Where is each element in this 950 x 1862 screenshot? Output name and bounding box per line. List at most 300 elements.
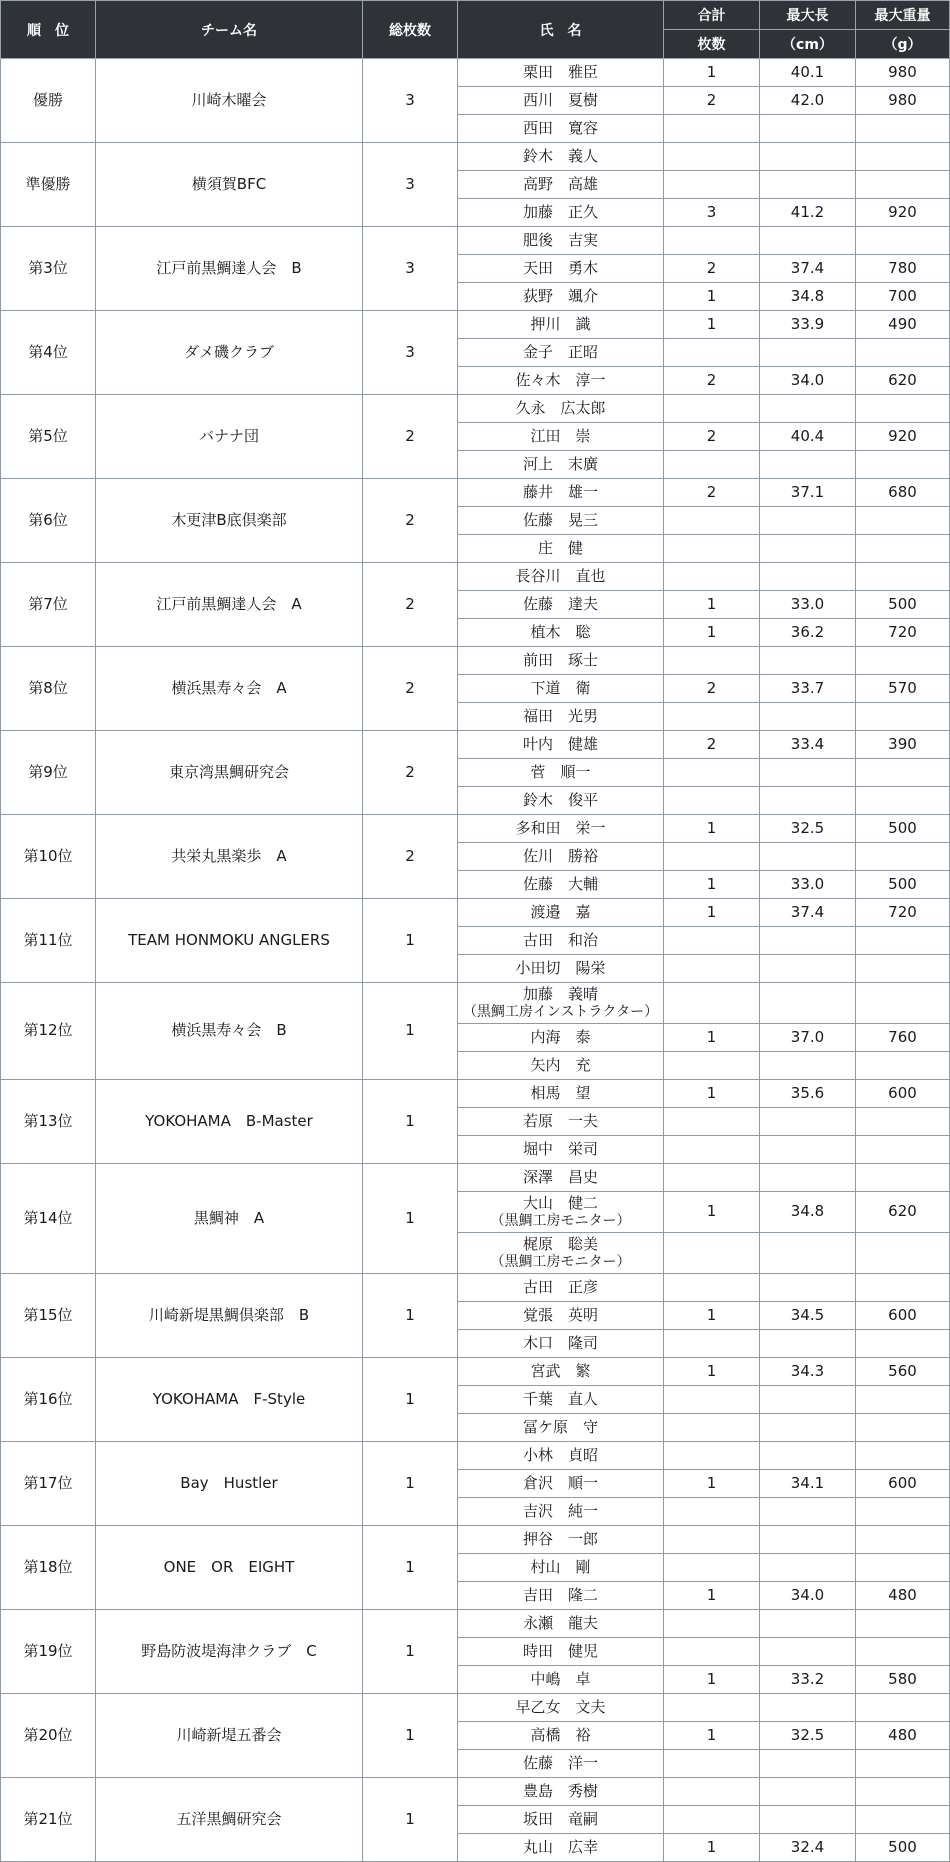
- table-row: [1, 1610, 950, 1638]
- rank-cell: 第16位: [1, 1358, 96, 1442]
- total-count-cell: 1: [363, 1358, 458, 1442]
- max-length-cell: 36.2: [760, 619, 856, 647]
- max-length-cell: 34.0: [760, 367, 856, 395]
- max-length-cell: 41.2: [760, 199, 856, 227]
- total-count-cell: 1: [363, 899, 458, 983]
- max-weight-cell: 480: [856, 1582, 950, 1610]
- angler-name-cell: [458, 1442, 664, 1470]
- fish-count-cell: [664, 1386, 760, 1414]
- fish-count-cell: [664, 759, 760, 787]
- team-name-cell: 木更津B底倶楽部: [96, 479, 363, 563]
- max-weight-cell: 980: [856, 59, 950, 87]
- fish-count-cell: 1: [664, 1024, 760, 1052]
- total-count-cell: 1: [363, 1080, 458, 1164]
- max-length-cell: 33.9: [760, 311, 856, 339]
- table-row: [1, 479, 950, 507]
- angler-affiliation: （黒鯛工房モニター）: [490, 1212, 631, 1229]
- angler-name: 倉沢 順一: [522, 1473, 598, 1492]
- team-name-cell: YOKOHAMA B-Master: [96, 1080, 363, 1164]
- angler-name: 早乙女 文夫: [515, 1697, 606, 1716]
- fish-count-cell: [664, 1806, 760, 1834]
- angler-name: 坂田 竜嗣: [522, 1809, 598, 1828]
- fish-count-cell: [664, 703, 760, 731]
- angler-name: 長谷川 直也: [515, 566, 606, 585]
- angler-name: 内海 泰: [530, 1027, 591, 1046]
- angler-name-cell: [458, 367, 664, 395]
- max-weight-cell: [856, 955, 950, 983]
- fish-count-cell: [664, 339, 760, 367]
- rank-cell: 第10位: [1, 815, 96, 899]
- team-name-cell: 黒鯛神 A: [96, 1164, 363, 1274]
- max-length-cell: 34.0: [760, 1582, 856, 1610]
- fish-count-cell: [664, 227, 760, 255]
- table-row: [1, 1778, 950, 1806]
- angler-name: 佐藤 大輔: [522, 874, 598, 893]
- table-row: [1, 563, 950, 591]
- fish-count-cell: [664, 647, 760, 675]
- team-name-cell: 東京湾黒鯛研究会: [96, 731, 363, 815]
- header-length-top: 最大長: [760, 1, 856, 30]
- max-weight-cell: [856, 1526, 950, 1554]
- max-length-cell: [760, 171, 856, 199]
- fish-count-cell: [664, 1778, 760, 1806]
- max-length-cell: 35.6: [760, 1080, 856, 1108]
- fish-count-cell: [664, 983, 760, 1024]
- max-length-cell: [760, 787, 856, 815]
- fish-count-cell: [664, 1136, 760, 1164]
- max-weight-cell: [856, 535, 950, 563]
- max-length-cell: [760, 1694, 856, 1722]
- max-length-cell: 33.0: [760, 871, 856, 899]
- max-weight-cell: 920: [856, 199, 950, 227]
- table-row: [1, 731, 950, 759]
- max-length-cell: [760, 1052, 856, 1080]
- team-name-cell: YOKOHAMA F-Style: [96, 1358, 363, 1442]
- total-count-cell: 1: [363, 1694, 458, 1778]
- max-weight-cell: [856, 1806, 950, 1834]
- angler-name-cell: [458, 171, 664, 199]
- angler-name: 押川 識: [530, 314, 591, 333]
- angler-name: 多和田 栄一: [515, 818, 606, 837]
- angler-name: 荻野 颯介: [522, 286, 598, 305]
- angler-name-cell: [458, 115, 664, 143]
- angler-name-cell: [458, 311, 664, 339]
- max-weight-cell: [856, 143, 950, 171]
- rank-cell: 第12位: [1, 983, 96, 1080]
- max-length-cell: [760, 143, 856, 171]
- angler-name: 堀中 栄司: [522, 1139, 598, 1158]
- angler-name: 鈴木 俊平: [522, 790, 598, 809]
- angler-name: 古田 正彦: [522, 1277, 598, 1296]
- angler-name: 佐川 勝裕: [522, 846, 598, 865]
- fish-count-cell: [664, 507, 760, 535]
- fish-count-cell: 3: [664, 199, 760, 227]
- angler-name-cell: [458, 703, 664, 731]
- angler-name-cell: [458, 1233, 664, 1274]
- max-length-cell: [760, 227, 856, 255]
- max-weight-cell: [856, 507, 950, 535]
- max-weight-cell: [856, 1750, 950, 1778]
- total-count-cell: 1: [363, 1778, 458, 1862]
- fish-count-cell: 1: [664, 899, 760, 927]
- angler-name-cell: [458, 535, 664, 563]
- max-weight-cell: 600: [856, 1470, 950, 1498]
- total-count-cell: 1: [363, 1442, 458, 1526]
- angler-name-cell: [458, 899, 664, 927]
- angler-name: 若原 一夫: [522, 1111, 598, 1130]
- fish-count-cell: [664, 1164, 760, 1192]
- table-row: [1, 227, 950, 255]
- total-count-cell: 1: [363, 1526, 458, 1610]
- rank-cell: 第8位: [1, 647, 96, 731]
- max-weight-cell: [856, 171, 950, 199]
- angler-name: 江田 崇: [530, 426, 591, 445]
- total-count-cell: 2: [363, 563, 458, 647]
- angler-name: 高橋 裕: [530, 1725, 591, 1744]
- angler-name: 佐藤 洋一: [522, 1753, 598, 1772]
- rank-cell: 第6位: [1, 479, 96, 563]
- angler-name: 天田 勇木: [522, 258, 598, 277]
- team-name-cell: 共栄丸黒楽歩 A: [96, 815, 363, 899]
- fish-count-cell: [664, 143, 760, 171]
- max-length-cell: [760, 1108, 856, 1136]
- team-name-cell: 江戸前黒鯛達人会 A: [96, 563, 363, 647]
- angler-name-cell: [458, 283, 664, 311]
- angler-name-cell: [458, 815, 664, 843]
- max-length-cell: [760, 1526, 856, 1554]
- angler-name-cell: [458, 1722, 664, 1750]
- max-weight-cell: [856, 1554, 950, 1582]
- max-weight-cell: [856, 563, 950, 591]
- max-weight-cell: [856, 1498, 950, 1526]
- fish-count-cell: 1: [664, 1192, 760, 1233]
- max-weight-cell: 620: [856, 1192, 950, 1233]
- angler-name-cell: [458, 1358, 664, 1386]
- total-count-cell: 1: [363, 983, 458, 1080]
- angler-name-cell: [458, 1136, 664, 1164]
- team-name-cell: 横浜黒寿々会 B: [96, 983, 363, 1080]
- max-length-cell: 32.5: [760, 815, 856, 843]
- max-length-cell: 34.5: [760, 1302, 856, 1330]
- rank-cell: 第19位: [1, 1610, 96, 1694]
- angler-name: 金子 正昭: [522, 342, 598, 361]
- team-name-cell: 横須賀BFC: [96, 143, 363, 227]
- fish-count-cell: 1: [664, 311, 760, 339]
- fish-count-cell: [664, 171, 760, 199]
- angler-name-cell: [458, 479, 664, 507]
- fish-count-cell: [664, 563, 760, 591]
- table-row: [1, 1526, 950, 1554]
- team-name-cell: 五洋黒鯛研究会: [96, 1778, 363, 1862]
- max-length-cell: [760, 759, 856, 787]
- max-weight-cell: [856, 1694, 950, 1722]
- max-weight-cell: 500: [856, 815, 950, 843]
- fish-count-cell: [664, 1554, 760, 1582]
- angler-name-cell: [458, 1024, 664, 1052]
- angler-name-cell: [458, 1470, 664, 1498]
- max-weight-cell: [856, 927, 950, 955]
- max-length-cell: 33.4: [760, 731, 856, 759]
- max-length-cell: 37.1: [760, 479, 856, 507]
- rank-cell: 第14位: [1, 1164, 96, 1274]
- table-row: [1, 395, 950, 423]
- total-count-cell: 2: [363, 731, 458, 815]
- fish-count-cell: [664, 1498, 760, 1526]
- header-count-top: 合計: [664, 1, 760, 30]
- rank-cell: 第11位: [1, 899, 96, 983]
- max-length-cell: [760, 983, 856, 1024]
- max-weight-cell: [856, 1136, 950, 1164]
- fish-count-cell: [664, 1414, 760, 1442]
- fish-count-cell: [664, 787, 760, 815]
- angler-name: 鈴木 義人: [522, 146, 598, 165]
- angler-name: 中嶋 卓: [530, 1669, 591, 1688]
- max-length-cell: 37.0: [760, 1024, 856, 1052]
- total-count-cell: 3: [363, 143, 458, 227]
- angler-name-cell: [458, 1638, 664, 1666]
- fish-count-cell: 1: [664, 1834, 760, 1862]
- max-length-cell: 33.7: [760, 675, 856, 703]
- rank-cell: 第17位: [1, 1442, 96, 1526]
- max-weight-cell: [856, 1414, 950, 1442]
- fish-count-cell: [664, 115, 760, 143]
- max-length-cell: [760, 1136, 856, 1164]
- max-weight-cell: [856, 395, 950, 423]
- max-weight-cell: 490: [856, 311, 950, 339]
- angler-name: 木口 隆司: [522, 1333, 598, 1352]
- angler-name: 前田 琢士: [522, 650, 598, 669]
- fish-count-cell: [664, 1694, 760, 1722]
- angler-name: 村山 剛: [530, 1557, 591, 1576]
- rank-cell: 第13位: [1, 1080, 96, 1164]
- max-weight-cell: 680: [856, 479, 950, 507]
- angler-name-cell: [458, 675, 664, 703]
- rank-cell: 第9位: [1, 731, 96, 815]
- fish-count-cell: 1: [664, 619, 760, 647]
- angler-name-cell: [458, 1080, 664, 1108]
- angler-name: 梶原 聡美: [522, 1235, 598, 1254]
- fish-count-cell: 2: [664, 255, 760, 283]
- angler-name: 植木 聡: [530, 622, 591, 641]
- total-count-cell: 2: [363, 479, 458, 563]
- angler-affiliation: （黒鯛工房インストラクター）: [462, 1003, 659, 1020]
- angler-name: 丸山 広幸: [522, 1837, 598, 1856]
- angler-affiliation: （黒鯛工房モニター）: [490, 1253, 631, 1270]
- fish-count-cell: 1: [664, 1666, 760, 1694]
- fish-count-cell: [664, 927, 760, 955]
- fish-count-cell: [664, 1052, 760, 1080]
- angler-name-cell: [458, 1414, 664, 1442]
- table-body: [1, 59, 950, 1862]
- header-length-bottom: （cm）: [760, 30, 856, 59]
- fish-count-cell: 1: [664, 1470, 760, 1498]
- angler-name: 矢内 充: [530, 1055, 591, 1074]
- rank-cell: 第18位: [1, 1526, 96, 1610]
- angler-name-cell: [458, 1330, 664, 1358]
- fish-count-cell: [664, 1274, 760, 1302]
- total-count-cell: 2: [363, 647, 458, 731]
- fish-count-cell: 1: [664, 283, 760, 311]
- table-row: [1, 1694, 950, 1722]
- fish-count-cell: 1: [664, 59, 760, 87]
- fish-count-cell: [664, 535, 760, 563]
- angler-name: 久永 広太郎: [515, 398, 606, 417]
- table-row: [1, 1080, 950, 1108]
- angler-name: 吉田 隆二: [522, 1585, 598, 1604]
- angler-name: 千葉 直人: [522, 1389, 598, 1408]
- max-length-cell: 40.1: [760, 59, 856, 87]
- angler-name: 下道 衛: [530, 678, 591, 697]
- max-length-cell: [760, 647, 856, 675]
- angler-name: 西田 寛容: [522, 118, 598, 137]
- angler-name-cell: [458, 199, 664, 227]
- max-length-cell: 40.4: [760, 423, 856, 451]
- table-row: [1, 1442, 950, 1470]
- team-name-cell: 川崎新堤黒鯛倶楽部 B: [96, 1274, 363, 1358]
- fish-count-cell: [664, 395, 760, 423]
- max-weight-cell: [856, 1330, 950, 1358]
- max-weight-cell: 580: [856, 1666, 950, 1694]
- angler-name-cell: [458, 1806, 664, 1834]
- angler-name-cell: [458, 759, 664, 787]
- max-length-cell: [760, 395, 856, 423]
- max-weight-cell: 980: [856, 87, 950, 115]
- max-length-cell: 33.2: [760, 1666, 856, 1694]
- table-row: [1, 311, 950, 339]
- max-weight-cell: 500: [856, 871, 950, 899]
- max-length-cell: [760, 1610, 856, 1638]
- angler-name-cell: [458, 143, 664, 171]
- table-row: [1, 1358, 950, 1386]
- angler-name-cell: [458, 1498, 664, 1526]
- header-count-bottom: 枚数: [664, 30, 760, 59]
- max-weight-cell: 600: [856, 1302, 950, 1330]
- fish-count-cell: [664, 1750, 760, 1778]
- max-weight-cell: [856, 759, 950, 787]
- angler-name-cell: [458, 1108, 664, 1136]
- max-length-cell: 34.1: [760, 1470, 856, 1498]
- max-weight-cell: [856, 115, 950, 143]
- fish-count-cell: 1: [664, 1582, 760, 1610]
- angler-name-cell: [458, 395, 664, 423]
- angler-name: 西川 夏樹: [522, 90, 598, 109]
- max-weight-cell: 500: [856, 591, 950, 619]
- header-rank: 順 位: [1, 1, 96, 59]
- angler-name-cell: [458, 255, 664, 283]
- total-count-cell: 1: [363, 1164, 458, 1274]
- team-name-cell: ONE OR EIGHT: [96, 1526, 363, 1610]
- angler-name: 豊島 秀樹: [522, 1781, 598, 1800]
- fish-count-cell: 2: [664, 423, 760, 451]
- angler-name-cell: [458, 871, 664, 899]
- angler-name: 時田 健児: [522, 1641, 598, 1660]
- max-weight-cell: 560: [856, 1358, 950, 1386]
- max-length-cell: [760, 1554, 856, 1582]
- fish-count-cell: 1: [664, 1358, 760, 1386]
- fish-count-cell: [664, 1233, 760, 1274]
- rank-cell: 優勝: [1, 59, 96, 143]
- angler-name: 深澤 昌史: [522, 1167, 598, 1186]
- angler-name-cell: [458, 1778, 664, 1806]
- team-name-cell: 川崎木曜会: [96, 59, 363, 143]
- rank-cell: 第20位: [1, 1694, 96, 1778]
- table-row: [1, 815, 950, 843]
- table-row: [1, 647, 950, 675]
- max-length-cell: [760, 1164, 856, 1192]
- angler-name: 相馬 望: [530, 1083, 591, 1102]
- max-length-cell: [760, 1414, 856, 1442]
- max-weight-cell: [856, 787, 950, 815]
- angler-name-cell: [458, 1302, 664, 1330]
- angler-name-cell: [458, 591, 664, 619]
- max-weight-cell: 390: [856, 731, 950, 759]
- angler-name-cell: [458, 563, 664, 591]
- max-weight-cell: 480: [856, 1722, 950, 1750]
- max-weight-cell: 700: [856, 283, 950, 311]
- max-weight-cell: 760: [856, 1024, 950, 1052]
- angler-name: 河上 末廣: [522, 454, 598, 473]
- table-row: [1, 1274, 950, 1302]
- total-count-cell: 3: [363, 311, 458, 395]
- fish-count-cell: 2: [664, 675, 760, 703]
- team-name-cell: バナナ団: [96, 395, 363, 479]
- max-length-cell: 42.0: [760, 87, 856, 115]
- total-count-cell: 2: [363, 395, 458, 479]
- rank-cell: 第3位: [1, 227, 96, 311]
- max-weight-cell: [856, 1164, 950, 1192]
- table-row: [1, 59, 950, 87]
- table-row: [1, 983, 950, 1024]
- angler-name-cell: [458, 1192, 664, 1233]
- max-length-cell: [760, 115, 856, 143]
- max-length-cell: [760, 1806, 856, 1834]
- angler-name-cell: [458, 1666, 664, 1694]
- max-length-cell: [760, 1330, 856, 1358]
- angler-name-cell: [458, 731, 664, 759]
- fish-count-cell: 1: [664, 1302, 760, 1330]
- max-weight-cell: [856, 1778, 950, 1806]
- angler-name: 加藤 正久: [522, 202, 598, 221]
- max-weight-cell: [856, 1610, 950, 1638]
- fish-count-cell: 2: [664, 731, 760, 759]
- max-weight-cell: [856, 1442, 950, 1470]
- angler-name: 加藤 義晴: [522, 985, 598, 1004]
- fish-count-cell: [664, 1526, 760, 1554]
- total-count-cell: 1: [363, 1610, 458, 1694]
- angler-name: 藤井 雄一: [522, 482, 598, 501]
- fish-count-cell: 1: [664, 815, 760, 843]
- table-header: [1, 1, 950, 59]
- angler-name-cell: [458, 787, 664, 815]
- fish-count-cell: 1: [664, 1722, 760, 1750]
- max-length-cell: [760, 1442, 856, 1470]
- max-weight-cell: [856, 1233, 950, 1274]
- fish-count-cell: [664, 1108, 760, 1136]
- angler-name-cell: [458, 339, 664, 367]
- rank-cell: 準優勝: [1, 143, 96, 227]
- max-length-cell: [760, 535, 856, 563]
- angler-name-cell: [458, 1582, 664, 1610]
- angler-name: 佐々木 淳一: [515, 370, 606, 389]
- angler-name: 菅 順一: [530, 762, 591, 781]
- fish-count-cell: 1: [664, 591, 760, 619]
- fish-count-cell: [664, 1442, 760, 1470]
- max-length-cell: [760, 703, 856, 731]
- max-weight-cell: 600: [856, 1080, 950, 1108]
- max-weight-cell: [856, 983, 950, 1024]
- max-length-cell: [760, 955, 856, 983]
- angler-name-cell: [458, 983, 664, 1024]
